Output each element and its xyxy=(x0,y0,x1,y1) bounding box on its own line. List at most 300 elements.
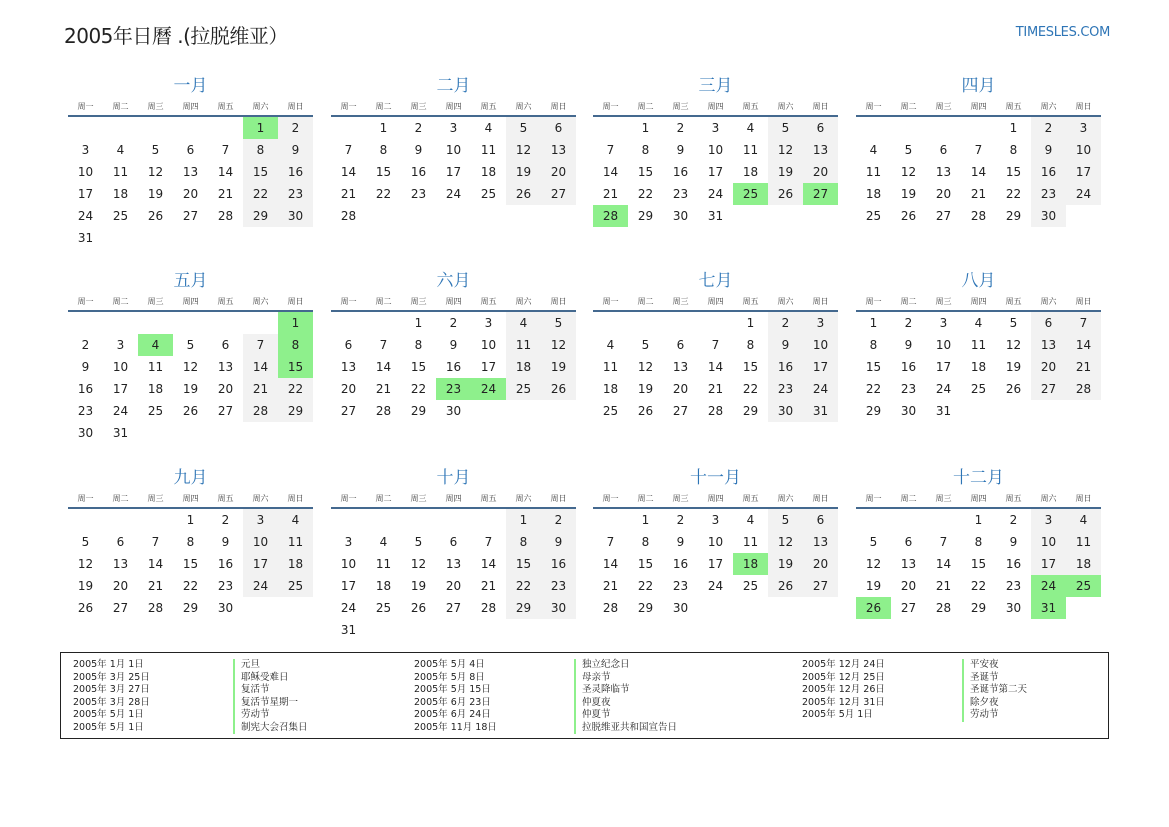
day-cell: 28 xyxy=(480,601,497,615)
day-cell: 29 xyxy=(410,404,427,418)
empty-cell xyxy=(243,312,278,334)
holiday-date: 2005年 1月 1日 xyxy=(73,659,144,670)
day-cell: 19 xyxy=(506,161,541,183)
day-grid xyxy=(856,509,1101,619)
day-cell: 9 xyxy=(1031,139,1066,161)
month-name: 一月 xyxy=(173,76,208,96)
weekday-label: 周日 xyxy=(287,297,304,306)
month-calendar xyxy=(331,73,576,227)
day-cell: 14 xyxy=(480,557,497,571)
weekday-label: 周五 xyxy=(742,297,759,306)
weekday-label: 周五 xyxy=(742,102,759,111)
holiday-day-cell: 1 xyxy=(278,312,313,334)
empty-cell xyxy=(103,117,138,139)
day-cell: 17 xyxy=(77,187,94,201)
day-cell: 26 xyxy=(768,183,803,205)
weekday-label: 周四 xyxy=(445,494,462,503)
day-cell: 23 xyxy=(77,404,94,418)
holiday-day-cell: 8 xyxy=(278,334,313,356)
day-cell: 15 xyxy=(506,553,541,575)
empty-cell xyxy=(593,509,628,531)
holiday-list xyxy=(60,652,1109,739)
weekday-label: 周一 xyxy=(602,102,619,111)
month-name: 十一月 xyxy=(690,468,741,488)
day-cell: 19 xyxy=(900,187,917,201)
weekday-label: 周二 xyxy=(112,297,129,306)
day-cell: 20 xyxy=(1031,356,1066,378)
weekday-label: 周日 xyxy=(287,102,304,111)
weekday-label: 周日 xyxy=(550,102,567,111)
holiday-date: 2005年 3月 25日 xyxy=(73,671,150,683)
holiday-day-cell: 4 xyxy=(138,334,173,356)
day-cell: 1 xyxy=(641,121,650,135)
day-cell: 19 xyxy=(410,579,427,593)
day-cell: 12 xyxy=(147,165,164,179)
day-cell: 13 xyxy=(217,360,234,374)
day-cell: 10 xyxy=(707,143,724,157)
month-name: 二月 xyxy=(436,76,471,96)
weekday-label: 周三 xyxy=(147,102,164,111)
holiday-row xyxy=(802,684,1027,697)
month-name: 九月 xyxy=(173,468,208,488)
empty-cell xyxy=(331,312,366,334)
month-calendar xyxy=(856,465,1101,619)
weekday-label: 周四 xyxy=(182,297,199,306)
day-cell: 3 xyxy=(803,312,838,334)
day-cell: 14 xyxy=(602,165,619,179)
day-cell: 28 xyxy=(935,601,952,615)
holiday-name: 制宪大会召集日 xyxy=(233,722,308,735)
day-cell: 8 xyxy=(379,143,388,157)
day-cell: 1 xyxy=(869,316,878,330)
weekday-label: 周日 xyxy=(550,494,567,503)
day-cell: 19 xyxy=(182,382,199,396)
day-cell: 18 xyxy=(506,356,541,378)
weekday-label: 周四 xyxy=(970,102,987,111)
weekday-label: 周三 xyxy=(410,494,427,503)
holiday-row xyxy=(414,659,677,672)
day-cell: 21 xyxy=(602,187,619,201)
day-cell: 7 xyxy=(344,143,353,157)
weekday-label: 周五 xyxy=(217,494,234,503)
day-cell: 9 xyxy=(768,334,803,356)
day-cell: 16 xyxy=(768,356,803,378)
day-cell: 21 xyxy=(375,382,392,396)
holiday-date: 2005年 12月 25日 xyxy=(802,671,885,683)
day-cell: 14 xyxy=(1066,334,1101,356)
day-cell: 21 xyxy=(480,579,497,593)
day-cell: 14 xyxy=(707,360,724,374)
day-cell: 23 xyxy=(217,579,234,593)
month-name: 六月 xyxy=(436,271,471,291)
holiday-day-cell: 18 xyxy=(733,553,768,575)
holiday-column xyxy=(73,659,308,734)
empty-cell xyxy=(926,509,961,531)
day-cell: 27 xyxy=(217,404,234,418)
day-cell: 30 xyxy=(217,601,234,615)
day-grid xyxy=(593,509,838,619)
holiday-day-cell: 27 xyxy=(803,183,838,205)
weekday-label: 周四 xyxy=(970,297,987,306)
empty-cell xyxy=(628,312,663,334)
day-cell: 27 xyxy=(182,209,199,223)
weekday-label: 周二 xyxy=(900,102,917,111)
day-cell: 31 xyxy=(77,231,94,245)
day-cell: 11 xyxy=(112,165,129,179)
day-cell: 24 xyxy=(243,575,278,597)
weekday-label: 周日 xyxy=(550,297,567,306)
weekday-label: 周一 xyxy=(865,297,882,306)
holiday-date: 2005年 6月 23日 xyxy=(414,696,491,708)
day-cell: 5 xyxy=(414,535,423,549)
day-cell: 28 xyxy=(970,209,987,223)
holiday-date: 2005年 3月 27日 xyxy=(73,684,150,695)
empty-cell xyxy=(68,509,103,531)
day-cell: 15 xyxy=(742,360,759,374)
holiday-row xyxy=(73,659,308,672)
day-cell: 26 xyxy=(182,404,199,418)
day-cell: 19 xyxy=(865,579,882,593)
day-cell: 14 xyxy=(340,165,357,179)
day-cell: 23 xyxy=(410,187,427,201)
day-cell: 25 xyxy=(375,601,392,615)
day-cell: 3 xyxy=(243,509,278,531)
day-cell: 13 xyxy=(445,557,462,571)
day-cell: 4 xyxy=(506,312,541,334)
holiday-name: 圣诞节 xyxy=(962,672,999,685)
day-cell: 7 xyxy=(151,535,160,549)
day-cell: 4 xyxy=(484,121,493,135)
day-cell: 22 xyxy=(1005,187,1022,201)
weekday-label: 周一 xyxy=(77,297,94,306)
day-cell: 5 xyxy=(186,338,195,352)
day-cell: 10 xyxy=(480,338,497,352)
month-name: 五月 xyxy=(173,271,208,291)
day-cell: 2 xyxy=(904,316,913,330)
empty-cell xyxy=(138,117,173,139)
month-calendar xyxy=(68,73,313,249)
weekday-label: 周六 xyxy=(1040,102,1057,111)
day-cell: 25 xyxy=(970,382,987,396)
empty-cell xyxy=(401,509,436,531)
day-cell: 13 xyxy=(541,139,576,161)
day-cell: 25 xyxy=(112,209,129,223)
day-cell: 27 xyxy=(803,575,838,597)
weekday-label: 周一 xyxy=(77,102,94,111)
day-cell: 2 xyxy=(449,316,458,330)
holiday-row xyxy=(73,697,308,710)
day-cell: 29 xyxy=(637,209,654,223)
weekday-header xyxy=(68,491,313,509)
empty-cell xyxy=(331,509,366,531)
day-cell: 2 xyxy=(1009,513,1018,527)
day-cell: 10 xyxy=(77,165,94,179)
holiday-date: 2005年 3月 28日 xyxy=(73,696,150,708)
day-cell: 2 xyxy=(278,117,313,139)
day-cell: 21 xyxy=(217,187,234,201)
day-cell: 1 xyxy=(379,121,388,135)
month-calendar xyxy=(856,73,1101,227)
weekday-header xyxy=(856,294,1101,312)
weekday-label: 周六 xyxy=(1040,494,1057,503)
day-cell: 30 xyxy=(672,601,689,615)
day-cell: 26 xyxy=(541,378,576,400)
day-cell: 8 xyxy=(186,535,195,549)
day-cell: 13 xyxy=(1031,334,1066,356)
holiday-date: 2005年 6月 24日 xyxy=(414,709,491,720)
day-cell: 28 xyxy=(340,209,357,223)
day-cell: 11 xyxy=(970,338,987,352)
day-cell: 7 xyxy=(484,535,493,549)
weekday-label: 周五 xyxy=(1005,297,1022,306)
holiday-row xyxy=(414,684,677,697)
day-cell: 13 xyxy=(672,360,689,374)
day-cell: 9 xyxy=(449,338,458,352)
day-cell: 27 xyxy=(900,601,917,615)
weekday-label: 周日 xyxy=(812,102,829,111)
day-cell: 30 xyxy=(1031,205,1066,227)
holiday-name: 圣灵降临节 xyxy=(574,684,630,697)
day-cell: 3 xyxy=(449,121,458,135)
weekday-label: 周二 xyxy=(900,297,917,306)
day-cell: 23 xyxy=(278,183,313,205)
weekday-label: 周日 xyxy=(812,297,829,306)
weekday-label: 周三 xyxy=(672,102,689,111)
day-cell: 9 xyxy=(541,531,576,553)
day-cell: 27 xyxy=(672,404,689,418)
day-cell: 20 xyxy=(935,187,952,201)
day-cell: 10 xyxy=(707,535,724,549)
weekday-label: 周五 xyxy=(480,102,497,111)
holiday-row xyxy=(802,709,1027,722)
day-cell: 5 xyxy=(869,535,878,549)
day-cell: 9 xyxy=(278,139,313,161)
day-cell: 26 xyxy=(1005,382,1022,396)
day-cell: 8 xyxy=(641,143,650,157)
day-cell: 8 xyxy=(746,338,755,352)
page-title: 2005年日曆 .(拉脱维亚） xyxy=(64,24,288,48)
empty-cell xyxy=(103,509,138,531)
day-cell: 25 xyxy=(278,575,313,597)
day-cell: 20 xyxy=(541,161,576,183)
weekday-label: 周四 xyxy=(445,297,462,306)
day-cell: 31 xyxy=(707,209,724,223)
empty-cell xyxy=(856,509,891,531)
day-cell: 18 xyxy=(865,187,882,201)
day-cell: 2 xyxy=(81,338,90,352)
holiday-name: 拉脱维亚共和国宣告日 xyxy=(574,722,677,735)
day-cell: 10 xyxy=(243,531,278,553)
empty-cell xyxy=(331,117,366,139)
day-cell: 8 xyxy=(869,338,878,352)
day-cell: 6 xyxy=(1031,312,1066,334)
weekday-label: 周四 xyxy=(445,102,462,111)
day-cell: 16 xyxy=(278,161,313,183)
weekday-label: 周一 xyxy=(602,494,619,503)
weekday-label: 周二 xyxy=(375,297,392,306)
day-cell: 22 xyxy=(243,183,278,205)
day-grid xyxy=(68,509,313,619)
weekday-label: 周六 xyxy=(777,102,794,111)
month-calendar xyxy=(856,268,1101,422)
day-cell: 7 xyxy=(711,338,720,352)
day-cell: 18 xyxy=(375,579,392,593)
day-cell: 13 xyxy=(935,165,952,179)
day-cell: 23 xyxy=(1031,183,1066,205)
day-cell: 1 xyxy=(186,513,195,527)
day-cell: 16 xyxy=(1005,557,1022,571)
day-cell: 4 xyxy=(1066,509,1101,531)
weekday-header xyxy=(331,99,576,117)
day-cell: 17 xyxy=(707,557,724,571)
day-cell: 8 xyxy=(641,535,650,549)
day-cell: 25 xyxy=(865,209,882,223)
month-calendar xyxy=(331,268,576,422)
day-cell: 18 xyxy=(742,165,759,179)
holiday-date: 2005年 5月 1日 xyxy=(73,721,144,733)
day-cell: 27 xyxy=(112,601,129,615)
weekday-label: 周六 xyxy=(515,494,532,503)
day-cell: 17 xyxy=(243,553,278,575)
day-cell: 17 xyxy=(1066,161,1101,183)
day-cell: 7 xyxy=(379,338,388,352)
day-cell: 7 xyxy=(221,143,230,157)
site-name[interactable]: TIMESLES.COM xyxy=(1015,25,1110,40)
day-cell: 3 xyxy=(344,535,353,549)
weekday-label: 周五 xyxy=(1005,494,1022,503)
month-name: 三月 xyxy=(698,76,733,96)
day-cell: 20 xyxy=(112,579,129,593)
day-cell: 15 xyxy=(637,165,654,179)
day-cell: 21 xyxy=(970,187,987,201)
holiday-row xyxy=(73,709,308,722)
day-cell: 1 xyxy=(1009,121,1018,135)
day-cell: 7 xyxy=(974,143,983,157)
day-cell: 5 xyxy=(904,143,913,157)
day-cell: 3 xyxy=(1031,509,1066,531)
day-cell: 9 xyxy=(221,535,230,549)
holiday-day-cell: 23 xyxy=(436,378,471,400)
day-cell: 8 xyxy=(974,535,983,549)
day-cell: 19 xyxy=(77,579,94,593)
weekday-label: 周日 xyxy=(1075,102,1092,111)
empty-cell xyxy=(103,312,138,334)
month-name: 十二月 xyxy=(953,468,1004,488)
day-cell: 4 xyxy=(869,143,878,157)
day-cell: 29 xyxy=(970,601,987,615)
day-cell: 13 xyxy=(900,557,917,571)
weekday-header xyxy=(856,99,1101,117)
holiday-date: 2005年 5月 15日 xyxy=(414,684,491,695)
weekday-label: 周三 xyxy=(935,102,952,111)
weekday-label: 周六 xyxy=(777,494,794,503)
day-cell: 5 xyxy=(1009,316,1018,330)
day-cell: 29 xyxy=(182,601,199,615)
day-cell: 7 xyxy=(606,143,615,157)
weekday-label: 周五 xyxy=(742,494,759,503)
weekday-label: 周五 xyxy=(1005,102,1022,111)
day-grid xyxy=(68,312,313,444)
day-cell: 24 xyxy=(707,579,724,593)
weekday-header xyxy=(68,294,313,312)
empty-cell xyxy=(593,312,628,334)
day-cell: 30 xyxy=(278,205,313,227)
day-cell: 2 xyxy=(676,121,685,135)
empty-cell xyxy=(366,312,401,334)
day-cell: 10 xyxy=(1031,531,1066,553)
weekday-label: 周二 xyxy=(637,297,654,306)
day-cell: 24 xyxy=(77,209,94,223)
day-cell: 7 xyxy=(939,535,948,549)
day-grid xyxy=(331,117,576,227)
weekday-header xyxy=(856,491,1101,509)
day-cell: 17 xyxy=(340,579,357,593)
day-cell: 16 xyxy=(672,165,689,179)
day-cell: 6 xyxy=(186,143,195,157)
day-cell: 29 xyxy=(278,400,313,422)
day-cell: 12 xyxy=(410,557,427,571)
day-cell: 21 xyxy=(340,187,357,201)
weekday-label: 周三 xyxy=(147,297,164,306)
day-cell: 1 xyxy=(746,316,755,330)
day-cell: 10 xyxy=(1066,139,1101,161)
day-cell: 19 xyxy=(541,356,576,378)
weekday-label: 周一 xyxy=(340,102,357,111)
day-cell: 26 xyxy=(637,404,654,418)
empty-cell xyxy=(961,117,996,139)
holiday-column xyxy=(802,659,1027,722)
weekday-label: 周六 xyxy=(777,297,794,306)
day-cell: 1 xyxy=(641,513,650,527)
day-cell: 28 xyxy=(1066,378,1101,400)
day-cell: 12 xyxy=(506,139,541,161)
day-cell: 15 xyxy=(865,360,882,374)
day-cell: 5 xyxy=(768,117,803,139)
day-cell: 17 xyxy=(112,382,129,396)
day-cell: 6 xyxy=(116,535,125,549)
month-calendar xyxy=(593,73,838,227)
day-cell: 26 xyxy=(506,183,541,205)
day-cell: 18 xyxy=(112,187,129,201)
day-cell: 23 xyxy=(900,382,917,396)
day-cell: 8 xyxy=(506,531,541,553)
holiday-row xyxy=(73,722,308,735)
empty-cell xyxy=(173,117,208,139)
weekday-label: 周日 xyxy=(287,494,304,503)
day-cell: 9 xyxy=(676,535,685,549)
day-cell: 27 xyxy=(445,601,462,615)
day-cell: 2 xyxy=(414,121,423,135)
weekday-label: 周五 xyxy=(480,297,497,306)
day-cell: 6 xyxy=(221,338,230,352)
weekday-label: 周二 xyxy=(637,494,654,503)
weekday-label: 周四 xyxy=(707,297,724,306)
day-cell: 16 xyxy=(445,360,462,374)
day-cell: 15 xyxy=(182,557,199,571)
day-cell: 25 xyxy=(742,579,759,593)
weekday-label: 周六 xyxy=(1040,297,1057,306)
day-cell: 10 xyxy=(803,334,838,356)
day-cell: 26 xyxy=(147,209,164,223)
day-cell: 22 xyxy=(637,187,654,201)
day-cell: 1 xyxy=(974,513,983,527)
day-cell: 13 xyxy=(112,557,129,571)
holiday-name: 母亲节 xyxy=(574,672,611,685)
day-cell: 30 xyxy=(900,404,917,418)
weekday-label: 周五 xyxy=(480,494,497,503)
day-cell: 25 xyxy=(480,187,497,201)
empty-cell xyxy=(471,509,506,531)
